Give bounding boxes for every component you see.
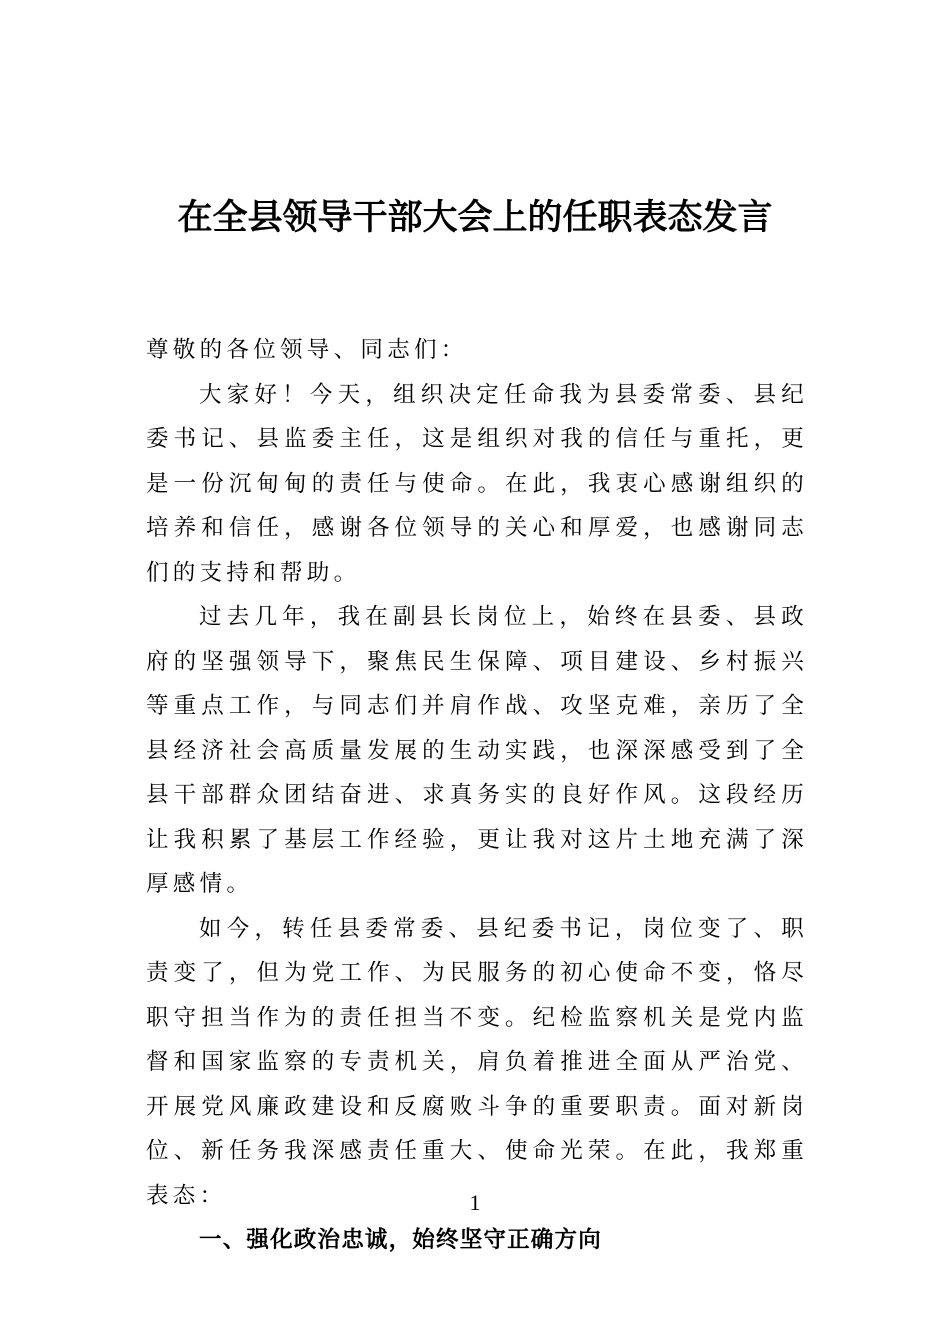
salutation: 尊敬的各位领导、同志们： [146,337,468,363]
document-title: 在全县领导干部大会上的任职表态发言 [177,197,773,238]
paragraph-1: 大家好！今天，组织决定任命我为县委常委、县纪委书记、县监委主任，这是组织对我的信任与重托，更是一份沉甸甸的责任与使命。在此，我衷心感谢组织的培养和信任，感谢各位领导的关心和厚爱，也感谢同志们的支持和帮助。 [146,381,808,586]
paragraph-2: 过去几年，我在副县长岗位上，始终在县委、县政府的坚强领导下，聚焦民生保障、项目建设、乡村振兴等重点工作，与同志们并肩作战、攻坚克难，亲历了全县经济社会高质量发展的生动实践，也深深感受到了全县干部群众团结奋进、求真务实的良好作风。这段经历让我积累了基层工作经验，更让我对这片土地充满了深厚感情。 [146,604,808,897]
document-body [146,328,808,1263]
paragraph-3: 如今，转任县委常委、县纪委书记，岗位变了、职责变了，但为党工作、为民服务的初心使命不变，恪尽职守担当作为的责任担当不变。纪检监察机关是党内监督和国家监察的专责机关，肩负着推进全面从严治党、开展党风廉政建设和反腐败斗争的重要职责。面对新岗位、新任务我深感责任重大、使命光荣。在此，我郑重表态： [146,915,808,1209]
section-heading: 一、强化政治忠诚，始终坚守正确方向 [199,1227,602,1253]
page-number: 1 [469,1190,481,1215]
